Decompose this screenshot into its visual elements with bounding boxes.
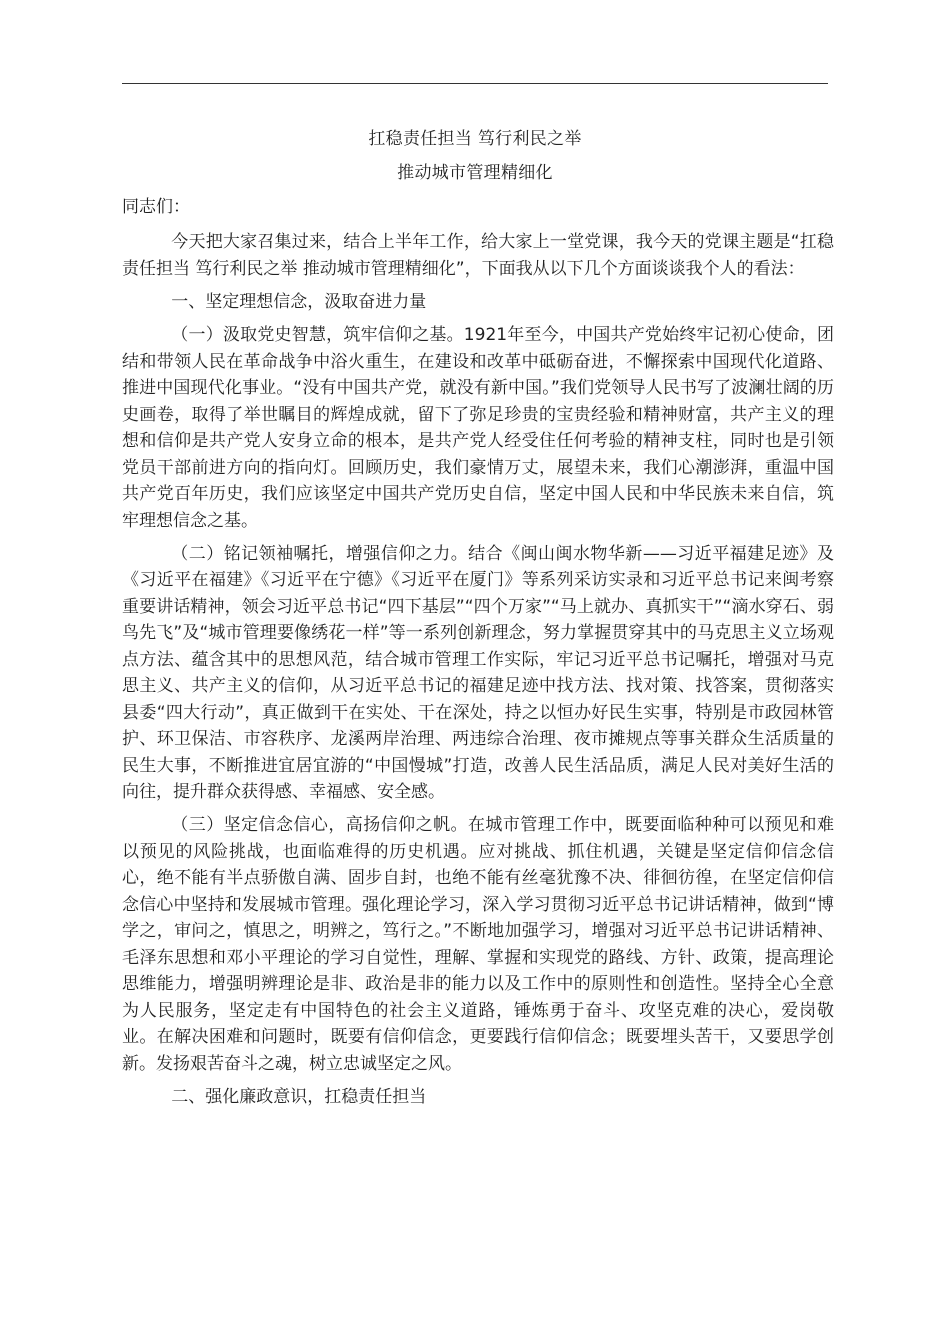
section-heading-2: 二、强化廉政意识，扛稳责任担当 xyxy=(171,1086,427,1107)
document-title-line-2: 推动城市管理精细化 xyxy=(397,163,553,183)
paragraph-1-2: （二）铭记领袖嘱托，增强信仰之力。结合《闽山闽水物华新——习近平福建足迹》及《习近平在福建》《习近平在宁德》《习近平在厦门》等系列采访实录和习近平总书记来闽考察重要讲话精神，领会习近平总书记“四下基层”“四个万家”“马上就办、真抓实干”“滴水穿石、弱鸟先飞”及“城市管理要像绣花一样”等一系列创新理念，努力掌握贯穿其中的马克思主义立场观点方法、蕴含其中的思想风范，结合城市管理工作实际，牢记习近平总书记嘱托，增强对马克思主义、共产主义的信仰，从习近平总书记的福建足迹中找方法、找对策、找答案，贯彻落实县委“四大行动”，真正做到干在实处、干在深处，持之以恒办好民生实事，特别是市政园林管护、环卫保洁、市容秩序、龙溪两岸治理、两违综合治理、夜市摊规点等事关群众生活质量的民生大事，不断推进宜居宜游的“中国慢城”打造，改善人民生活品质，满足人民对美好生活的向往，提升群众获得感、幸福感、安全感。 xyxy=(122,543,834,802)
salutation: 同志们： xyxy=(122,197,190,217)
document-title-line-1: 扛稳责任担当 笃行利民之举 xyxy=(368,129,582,149)
header-rule xyxy=(122,83,828,84)
paragraph-1-1: （一）汲取党史智慧，筑牢信仰之基。1921年至今，中国共产党始终牢记初心使命，团结和带领人民在革命战争中浴火重生，在建设和改革中砥砺奋进，不懈探索中国现代化道路、推进中国现代化事业。“没有中国共产党，就没有新中国。”我们党领导人民书写了波澜壮阔的历史画卷，取得了举世瞩目的辉煌成就，留下了弥足珍贵的宝贵经验和精神财富，共产主义的理想和信仰是共产党人安身立命的根本，是共产党人经受住任何考验的精神支柱，同时也是引领党员干部前进方向的指向灯。回顾历史，我们豪情万丈，展望未来，我们心潮澎湃，重温中国共产党百年历史，我们应该坚定中国共产党历史自信，坚定中国人民和中华民族未来自信，筑牢理想信念之基。 xyxy=(122,325,834,531)
paragraph-1-3: （三）坚定信念信心，高扬信仰之帆。在城市管理工作中，既要面临种种可以预见和难以预见的风险挑战，也面临难得的历史机遇。应对挑战、抓住机遇，关键是坚定信仰信念信心，绝不能有半点骄傲自满、固步自封，也绝不能有丝毫犹豫不决、徘徊彷徨，在坚定信仰信念信心中坚持和发展城市管理。强化理论学习，深入学习贯彻习近平总书记讲话精神，做到“博学之，审问之，慎思之，明辨之，笃行之。”不断地加强学习，增强对习近平总书记讲话精神、毛泽东思想和邓小平理论的学习自觉性，理解、掌握和实现党的路线、方针、政策，提高理论思维能力，增强明辨理论是非、政治是非的能力以及工作中的原则性和创造性。坚持全心全意为人民服务，坚定走有中国特色的社会主义道路，锤炼勇于奋斗、攻坚克难的决心，爱岗敬业。在解决困难和问题时，既要有信仰信念，更要践行信仰信念；既要埋头苦干，又要思学创新。发扬艰苦奋斗之魂，树立忠诚坚定之风。 xyxy=(122,815,834,1074)
intro-paragraph: 今天把大家召集过来，结合上半年工作，给大家上一堂党课，我今天的党课主题是“扛稳责任担当 笃行利民之举 推动城市管理精细化”，下面我从以下几个方面谈谈我个人的看法： xyxy=(122,232,834,279)
section-heading-1: 一、坚定理想信念，汲取奋进力量 xyxy=(171,291,427,312)
document-body xyxy=(122,229,834,1117)
